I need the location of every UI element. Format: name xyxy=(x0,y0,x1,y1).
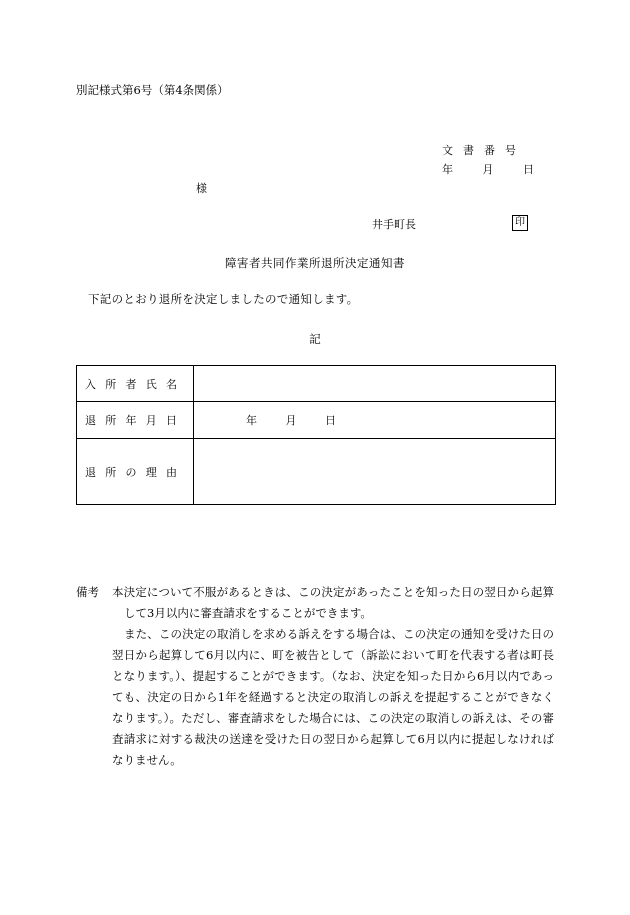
info-table xyxy=(76,365,556,505)
value-cell-reason[interactable] xyxy=(194,439,556,505)
label-cell-reason: 退 所 の 理 由 xyxy=(77,439,194,505)
notes-paragraph-1: 本決定について不服があるときは、この決定があったことを知った日の翌日から起算して3月以内に審査請求をすることができます。 xyxy=(112,585,554,620)
issuer-name: 井手町長 xyxy=(372,218,416,231)
value-cell-name[interactable] xyxy=(194,366,556,402)
day-label: 日 xyxy=(325,414,336,427)
month-label: 月 xyxy=(285,414,297,427)
table-row xyxy=(77,402,556,439)
value-cell-date[interactable] xyxy=(194,402,556,439)
month-label: 月 xyxy=(482,163,494,176)
notes-section xyxy=(76,582,554,771)
label-cell-name: 入 所 者 氏 名 xyxy=(77,366,194,402)
issue-date xyxy=(442,161,534,177)
document-number-label: 文書番号 xyxy=(442,144,526,157)
form-number-label: 別記様式第6号（第4条関係） xyxy=(76,83,229,97)
document-title: 障害者共同作業所退所決定通知書 xyxy=(225,256,405,270)
day-label: 日 xyxy=(523,163,534,176)
ki-heading: 記 xyxy=(309,332,321,346)
label-cell-date: 退 所 年 月 日 xyxy=(77,402,194,439)
notes-paragraph-2: また、この決定の取消しを求める訴えをする場合は、この決定の通知を受けた日の翌日から起算して6月以内に、町を被告として（訴訟において町を代表する者は町長となります。）、提起することができます。（なお、決定を知った日から6月以内であっても、決定の日から1年を経過すると決定の取消しの訴えを提起することができなくなります。）。ただし、審査請求をした場合には、この決定の取消しの訴えは、その審査請求に対する裁決の送達を受けた日の翌日から起算して6月以内に提起しなければなりません。 xyxy=(112,627,554,767)
year-label: 年 xyxy=(442,163,453,176)
table-row xyxy=(77,366,556,402)
addressee-suffix: 様 xyxy=(196,182,207,195)
year-label: 年 xyxy=(246,414,257,427)
intro-text: 下記のとおり退所を決定しましたので通知します。 xyxy=(88,292,359,306)
notes-heading: 備考 xyxy=(76,585,99,599)
table-row xyxy=(77,439,556,505)
seal-stamp: 印 xyxy=(512,215,528,231)
